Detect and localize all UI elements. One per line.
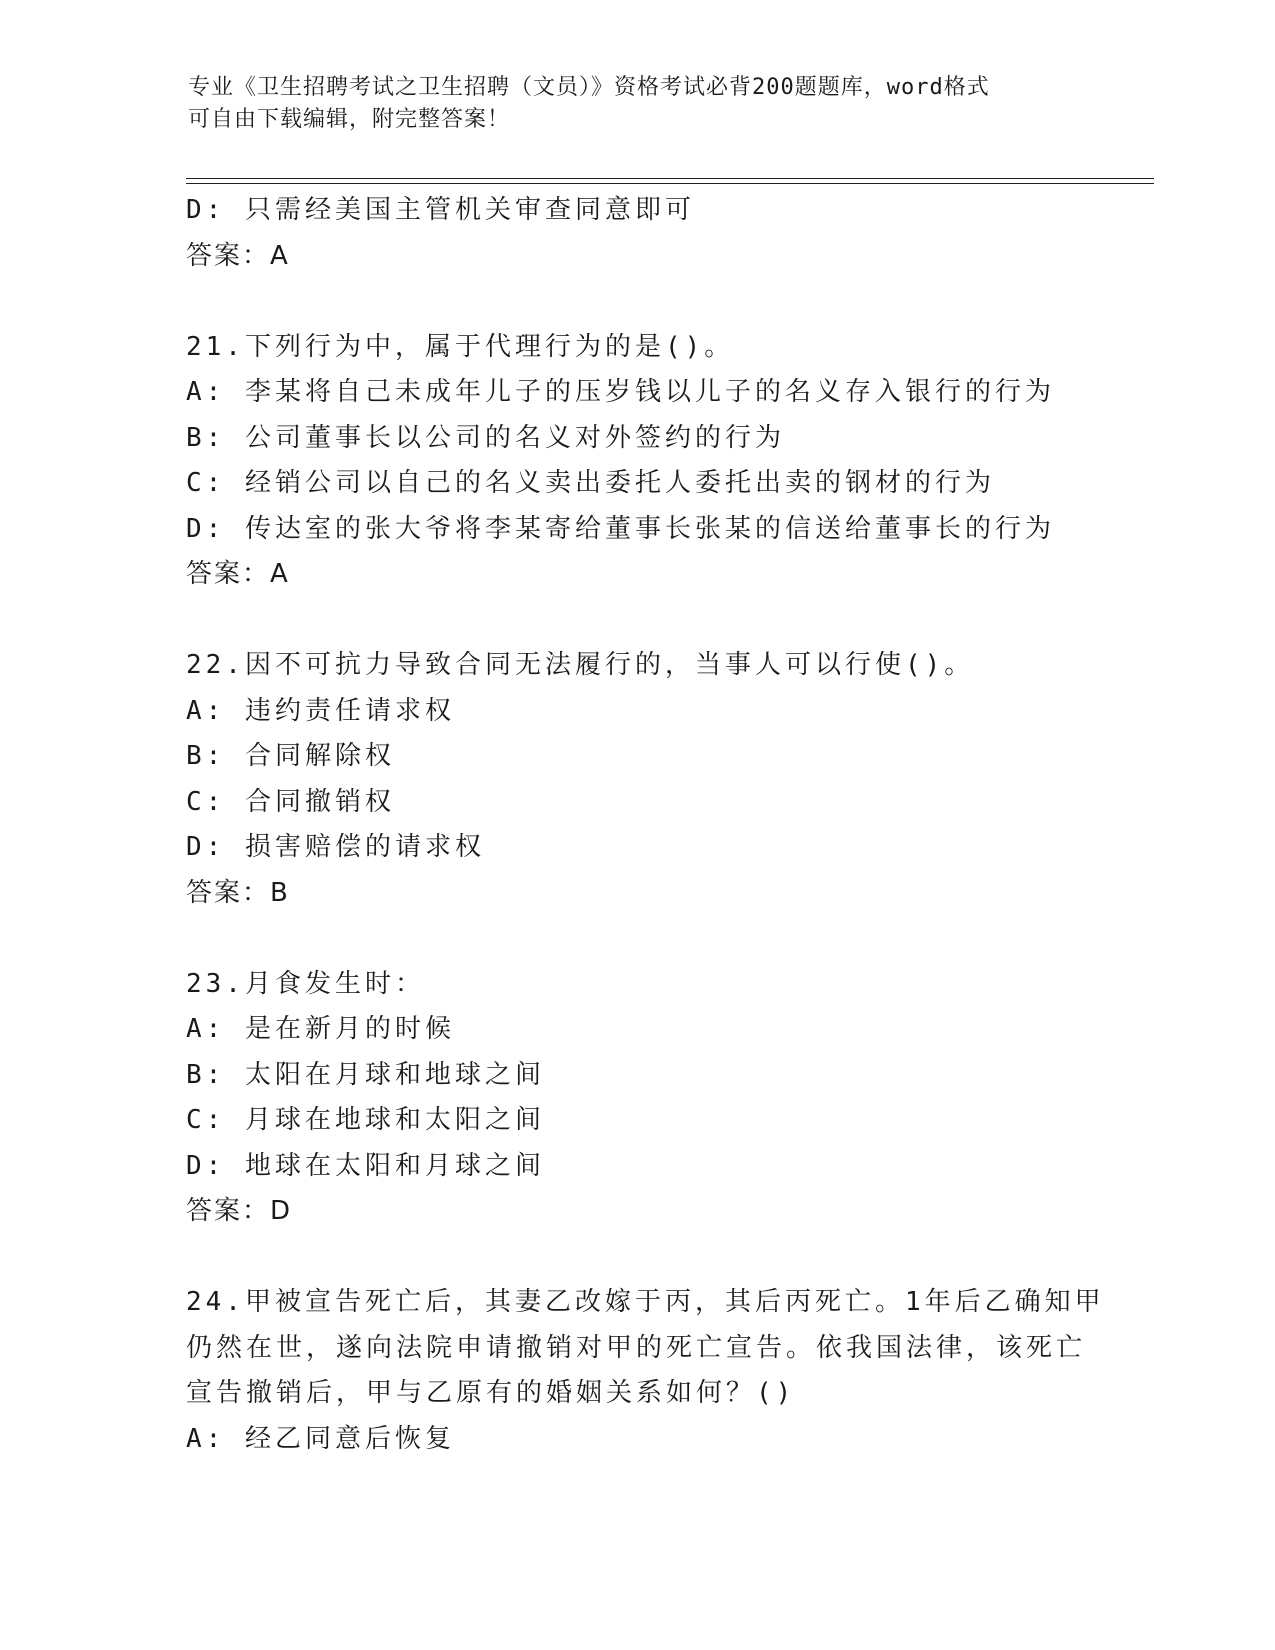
option-d: D: 地球在太阳和月球之间 — [186, 1150, 545, 1181]
answer: 答案：A — [186, 559, 290, 589]
option-a: A: 是在新月的时候 — [186, 1014, 455, 1044]
option-d: D: 只需经美国主管机关审查同意即可 — [186, 195, 695, 225]
option-c: C: 月球在地球和太阳之间 — [186, 1105, 545, 1135]
question-stem-line-2: 仍然在世，遂向法院申请撤销对甲的死亡宣告。依我国法律，该死亡 — [186, 1332, 1087, 1363]
document-header — [188, 72, 1068, 136]
question-stem: 22.因不可抗力导致合同无法履行的，当事人可以行使()。 — [186, 650, 975, 680]
option-c: C: 合同撤销权 — [186, 786, 395, 817]
answer: 答案：B — [186, 877, 290, 908]
option-b: B: 公司董事长以公司的名义对外签约的行为 — [186, 422, 785, 453]
question-list — [186, 188, 1105, 1462]
question-stem-line-1: 24.甲被宣告死亡后，其妻乙改嫁于丙，其后丙死亡。1年后乙确知甲 — [186, 1287, 1105, 1317]
question-stem: 21.下列行为中，属于代理行为的是()。 — [186, 331, 735, 362]
option-c: C: 经销公司以自己的名义卖出委托人委托出卖的钢材的行为 — [186, 468, 995, 498]
question-23 — [186, 962, 1086, 1235]
header-rule-top — [186, 178, 1154, 179]
option-a: A: 经乙同意后恢复 — [186, 1423, 455, 1454]
option-d: D: 损害赔偿的请求权 — [186, 832, 485, 862]
question-20-tail — [186, 188, 1086, 279]
answer: 答案：D — [186, 1196, 293, 1226]
option-a: A: 违约责任请求权 — [186, 695, 455, 726]
header-title-line-2: 可自由下载编辑，附完整答案！ — [188, 107, 511, 132]
option-b: B: 合同解除权 — [186, 741, 395, 771]
question-stem: 23.月食发生时： — [186, 968, 425, 999]
question-21 — [186, 325, 1086, 598]
option-b: B: 太阳在月球和地球之间 — [186, 1059, 545, 1090]
question-22 — [186, 643, 1086, 916]
option-d: D: 传达室的张大爷将李某寄给董事长张某的信送给董事长的行为 — [186, 513, 1055, 544]
header-rule-bottom — [186, 183, 1154, 184]
header-title-line-1: 专业《卫生招聘考试之卫生招聘（文员）》资格考试必背200题题库，word格式 — [188, 75, 990, 100]
question-24 — [186, 1280, 1105, 1462]
question-stem-line-3: 宣告撤销后，甲与乙原有的婚姻关系如何？() — [186, 1378, 796, 1408]
answer: 答案：A — [186, 240, 290, 271]
option-a: A: 李某将自己未成年儿子的压岁钱以儿子的名义存入银行的行为 — [186, 377, 1055, 407]
